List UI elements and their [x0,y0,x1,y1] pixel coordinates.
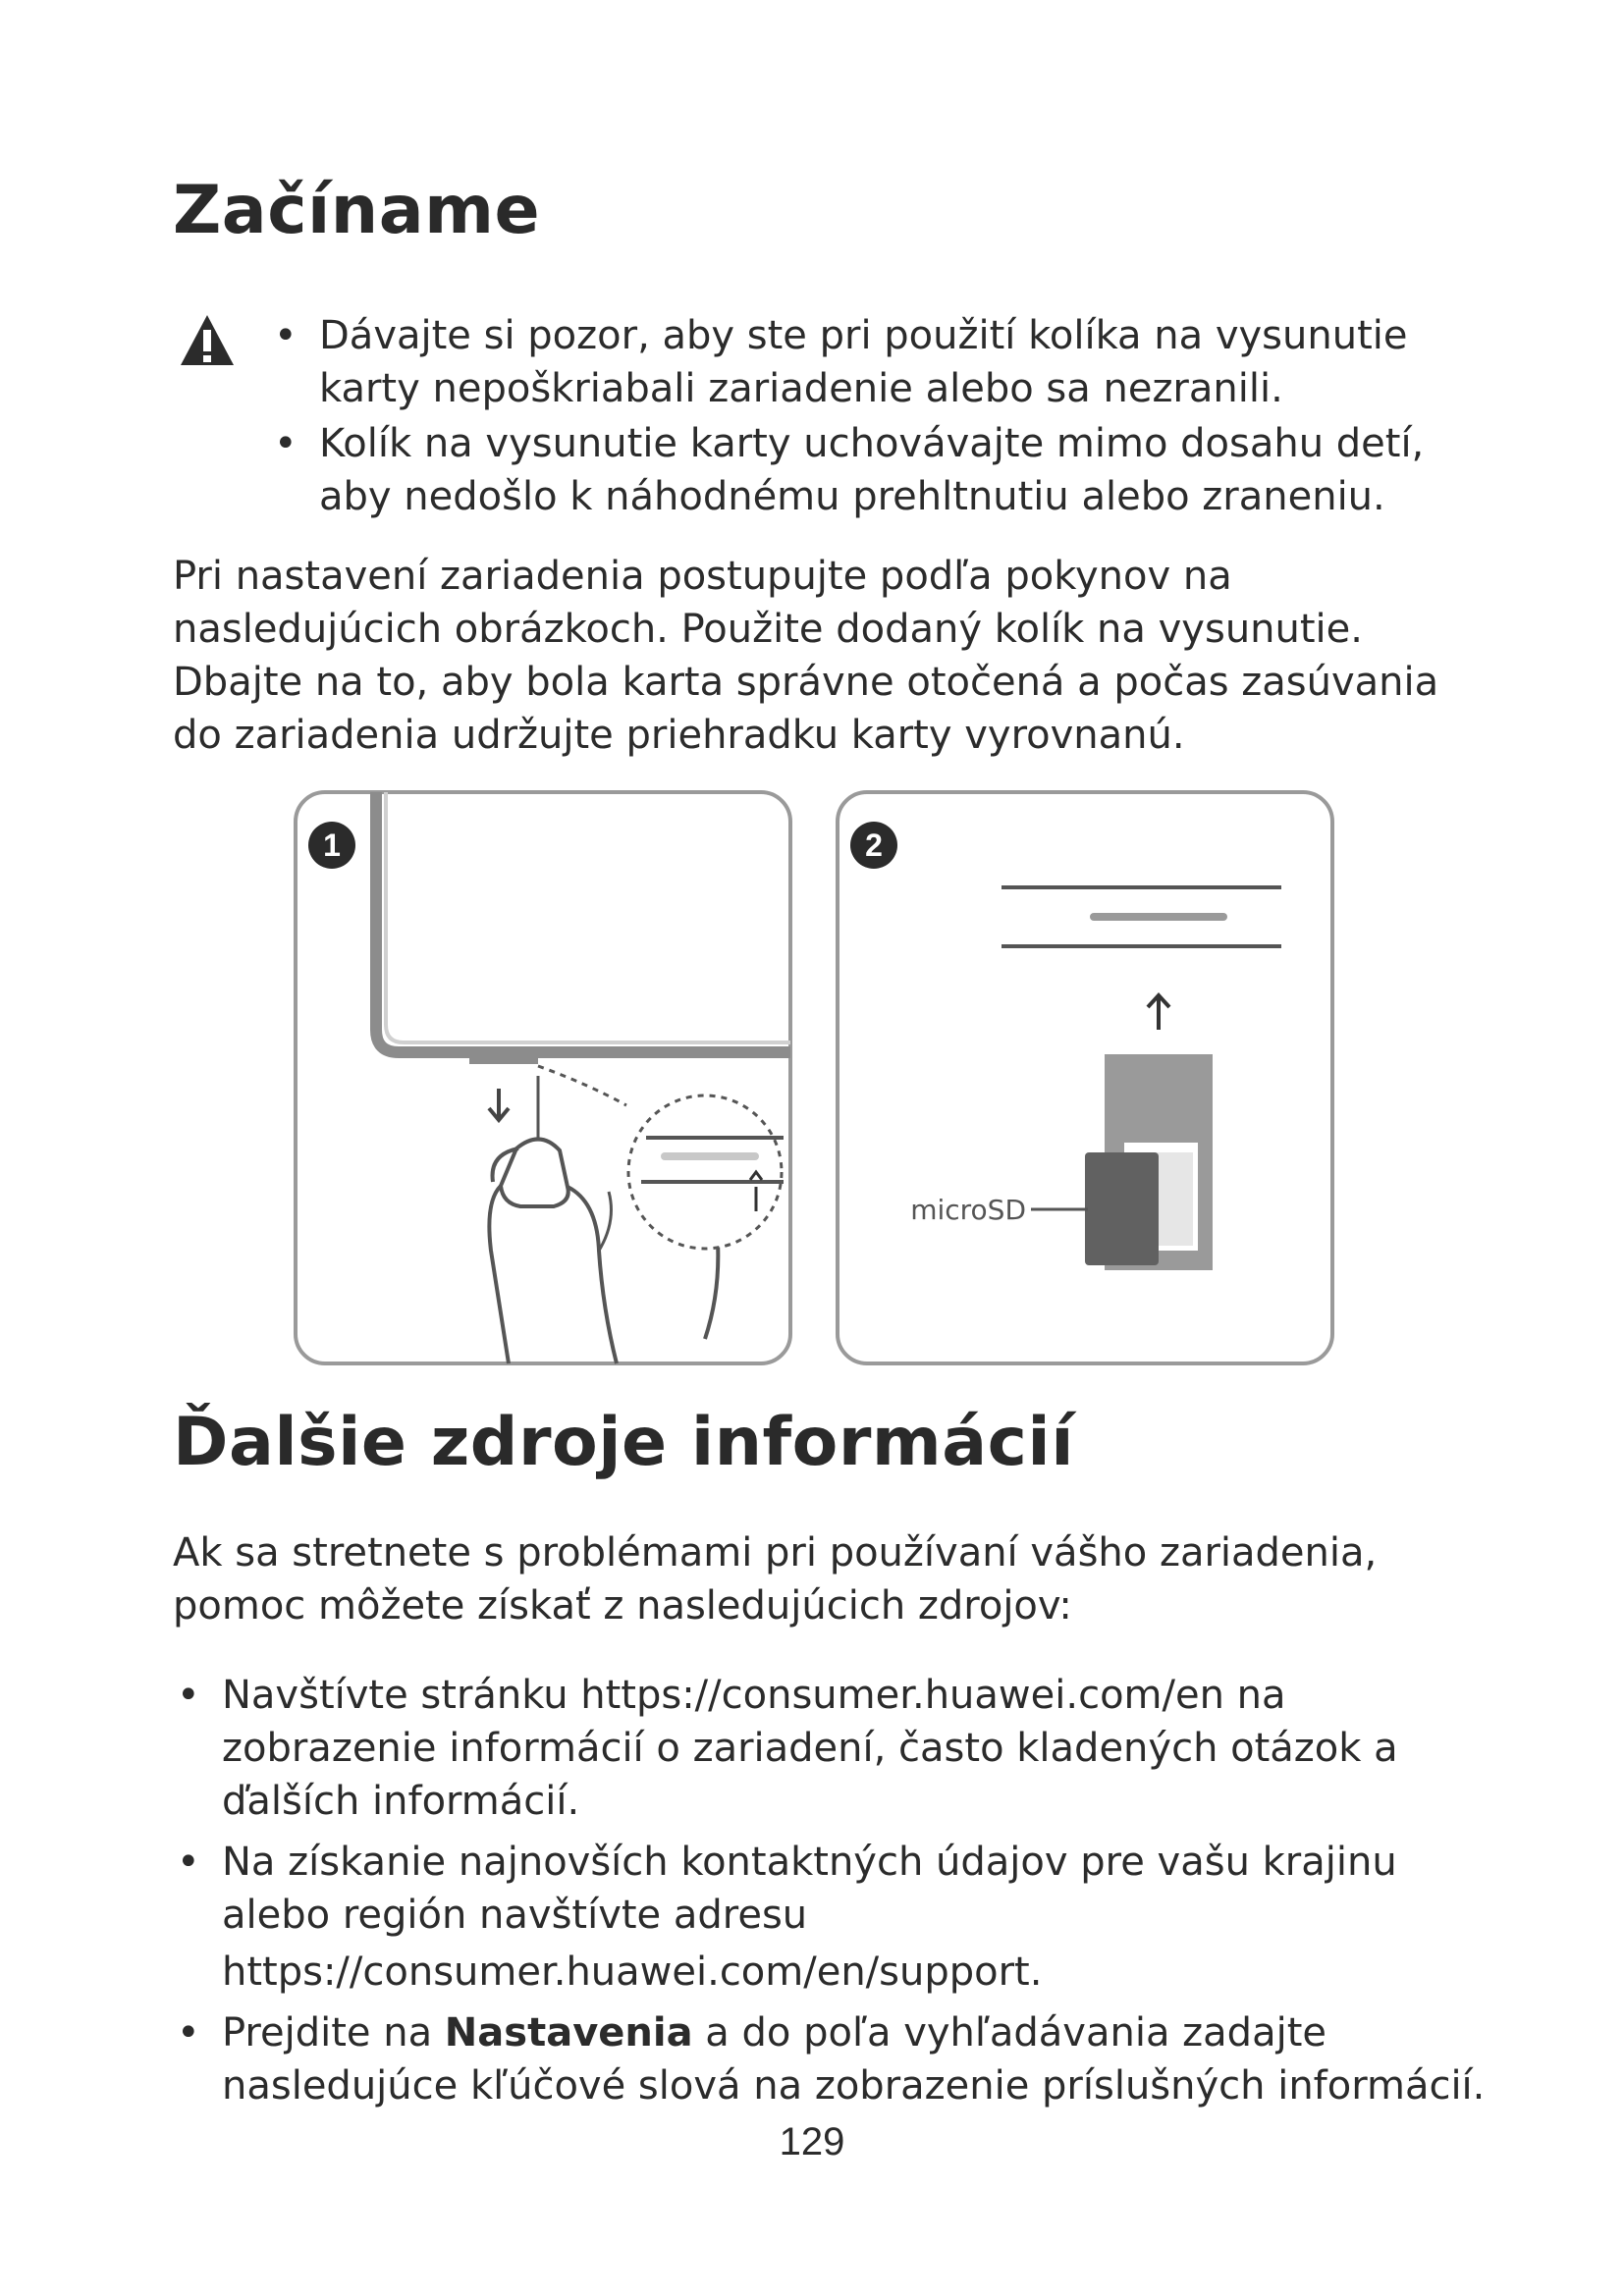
settings-keyword: Nastavenia [444,2010,693,2056]
warning-item: • Kolík na vysunutie karty uchovávajte mimo dosahu detí, aby nedošlo k náhodnému prehltnutiu alebo zraneniu. [270,417,1507,523]
page-number: 129 [779,2120,845,2163]
section-title-getting-started: Začíname [173,172,541,249]
microsd-card [1085,1152,1159,1265]
microsd-label: microSD [910,1194,1026,1226]
warning-list [270,309,1507,525]
step-number-1: 1 [323,828,341,863]
support-url: https://consumer.huawei.com/en/support. [222,1949,1043,1995]
zoom-circle [628,1095,782,1249]
figure-frame [838,792,1332,1363]
setup-intro-text: Pri nastavení zariadenia postupujte podľa pokynov na nasledujúcich obrázkoch. Použite dodaný kolík na vysunutie. Dbajte na to, aby bola karta správne otočená a počas zasúvania do zariadenia udržujte priehradku karty vyrovnanú. [173,554,1439,758]
resource-list [173,1669,1489,2120]
figure-step-2-insert-card [835,789,1335,1366]
warning-item: • Dávajte si pozor, aby ste pri použití kolíka na vysunutie karty nepoškriabali zariadenie alebo sa nezranili. [270,309,1507,415]
device-slot [1090,913,1227,921]
resource-text: Na získanie najnovších kontaktných údajov pre vašu krajinu alebo región navštívte adresu [222,1840,1397,1938]
warning-icon [179,312,236,369]
resource-text-pre: Prejdite na [222,2010,445,2056]
figure-step-1-eject-tray [293,789,793,1366]
resource-item [173,1669,1489,1828]
resource-text-post: a do poľa vyhľadávania zadajte nasledujúce kľúčové slová na zobrazenie príslušných informácií. [222,2010,1486,2109]
step-number-2: 2 [865,828,883,863]
resource-item [173,2006,1489,2112]
resource-item [173,1836,1489,1999]
help-intro-text: Ak sa stretnete s problémami pri používaní vášho zariadenia, pomoc môžete získať z nasledujúcich zdrojov: [173,1530,1378,1629]
resource-text: Navštívte stránku https://consumer.huawei.com/en na zobrazenie informácií o zariadení, často kladených otázok a ďalších informácií. [222,1673,1398,1824]
section-title-more-resources: Ďalšie zdroje informácií [173,1404,1075,1481]
card-slot [469,1056,538,1064]
